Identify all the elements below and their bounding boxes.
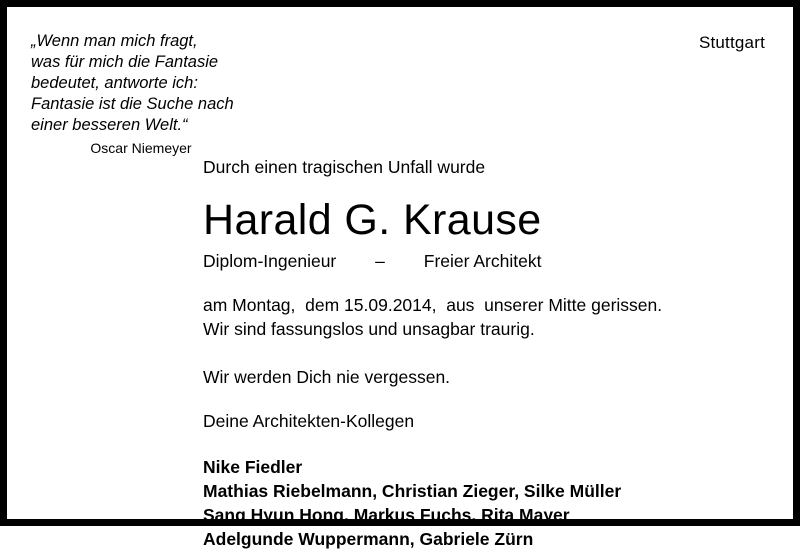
signer-line: Mathias Riebelmann, Christian Zieger, Silke Müller [203,481,622,501]
remembrance-text: Wir werden Dich nie vergessen. [203,367,451,387]
profession-line: Diplom-Ingenieur – Freier Architekt [203,251,542,271]
quote-line-3: bedeutet, antworte ich: [31,74,198,92]
remembrance-line [203,365,763,389]
quote-line-4: Fantasie ist die Suche nach [31,95,234,113]
signature-intro-text: Deine Architekten-Kollegen [203,411,415,431]
quotation-block [31,31,291,156]
quote-author: Oscar Niemeyer [90,140,192,156]
location-label: Stuttgart [698,33,765,52]
quote-line-1: „Wenn man mich fragt, [31,32,198,50]
quote-line-2: was für mich die Fantasie [31,53,219,71]
death-paragraph [203,293,763,341]
signer-line: Sang Hyun Hong, Markus Fuchs, Rita Mayer [203,505,570,525]
death-line-2: Wir sind fassungslos und unsagbar traurig. [203,319,535,339]
notice-inner [7,7,793,549]
signers-list [203,455,763,551]
deceased-name: Harald G. Krause [203,196,542,244]
signer-line: Nike Fiedler [203,457,303,477]
quote-line-5: einer besseren Welt.“ [31,116,188,134]
death-line-1: am Montag, dem 15.09.2014, aus unserer Mitte gerissen. [203,295,663,315]
main-text-block [203,155,763,551]
intro-line: Durch einen tragischen Unfall wurde [203,157,486,177]
signature-intro [203,409,763,433]
signer-line: Adelgunde Wuppermann, Gabriele Zürn [203,529,534,549]
